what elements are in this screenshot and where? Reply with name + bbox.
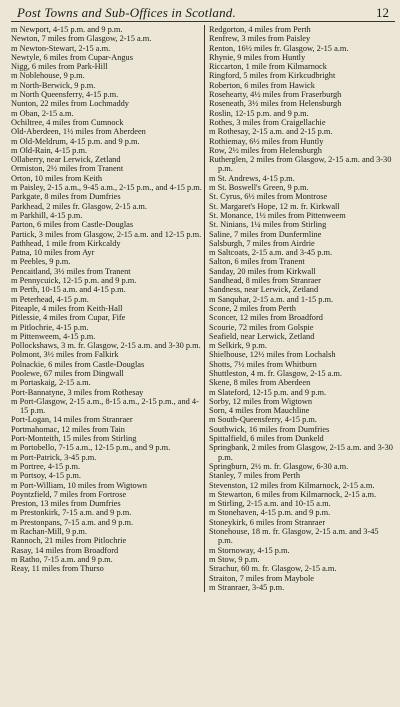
post-office-entry: Ringford, 5 miles from Kirkcudbright <box>209 71 336 81</box>
post-office-entry: Ormiston, 2½ miles from Tranent <box>11 164 124 174</box>
post-office-entry: Reay, 11 miles from Thurso <box>11 564 104 574</box>
post-office-entry: Straiton, 7 miles from Maybole <box>209 573 314 583</box>
post-office-entry: Skene, 8 miles from Aberdeen <box>209 378 311 388</box>
post-office-entry: m Stow, 9 p.m. <box>209 554 260 564</box>
post-office-entry: Rosehearty, 4½ miles from Fraserburgh <box>209 90 342 100</box>
post-office-entry: Orton, 10 miles from Keith <box>11 173 103 183</box>
post-office-entry: m Newport, 4-15 p.m. and 9 p.m. <box>11 25 123 34</box>
post-office-entry: St. Monance, 1½ miles from Pittenweem <box>209 210 346 220</box>
post-office-entry: Poolewe, 67 miles from Dingwall <box>11 368 124 378</box>
post-office-entry: m Port-Patrick, 3-45 p.m. <box>11 452 97 462</box>
post-office-entry: Rasay, 14 miles from Broadford <box>11 545 119 555</box>
post-office-entry: Roseneath, 3½ miles from Helensburgh <box>209 99 342 109</box>
post-office-entry: Port-Monteith, 15 miles from Stirling <box>11 434 137 444</box>
post-office-entry: Sorn, 4 miles from Mauchline <box>209 406 310 416</box>
post-office-entry: m Stewarton, 6 miles from Kilmarnock, 2-15 a.m. <box>209 489 377 499</box>
post-office-entry: m Portree, 4-15 p.m. <box>11 461 81 471</box>
post-office-entry: Pencaitland, 3½ miles from Tranent <box>11 266 131 276</box>
post-office-entry: m Parkhill, 4-15 p.m. <box>11 210 83 220</box>
post-office-entry: Row, 2½ miles from Helensburgh <box>209 145 322 155</box>
post-office-entry: Stanley, 7 miles from Perth <box>209 471 300 481</box>
post-office-entry: m Pitlochrie, 4-15 p.m. <box>11 322 89 332</box>
post-office-entry: m Stornoway, 4-15 p.m. <box>209 545 290 555</box>
entry-columns <box>11 25 395 592</box>
post-office-entry: Redgorton, 4 miles from Perth <box>209 25 311 34</box>
post-office-entry: Rothes, 3 miles from Craigellachie <box>209 117 326 127</box>
post-office-entry: St. Margaret's Hope, 12 m. fr. Kirkwall <box>209 201 340 211</box>
post-office-entry: m Paisley, 2-15 a.m., 9-45 a.m., 2-15 p.m., and 4-15 p.m. <box>11 183 202 193</box>
post-office-entry: m Port-Glasgow, 2-15 a.m., 8-15 a.m., 2-15 p.m., and 4-15 p.m. <box>11 396 199 416</box>
post-office-entry: m Pittenweem, 4-15 p.m. <box>11 331 96 341</box>
post-office-entry: m Stonehaven, 4-15 p.m. and 9 p.m. <box>209 508 331 518</box>
post-office-entry: Stoneykirk, 6 miles from Stranraer <box>209 517 326 527</box>
post-office-entry: Sconcer, 12 miles from Broadford <box>209 313 323 323</box>
post-office-entry: Saline, 7 miles from Dunfermline <box>209 229 322 239</box>
post-office-entry: m Stranraer, 3-45 p.m. <box>209 582 285 592</box>
post-office-entry: Rutherglen, 2 miles from Glasgow, 2-15 a.m. and 3-30 p.m. <box>209 155 392 174</box>
post-office-entry: m Noblehouse, 9 p.m. <box>11 71 85 81</box>
post-office-entry: Pollockshaws, 3 m. fr. Glasgow, 2-15 a.m. and 3-30 p.m. <box>11 341 201 351</box>
post-office-entry: m Rachan-Mill, 9 p.m. <box>11 527 88 537</box>
post-office-entry: Partick, 3 miles from Glasgow, 2-15 a.m. and 12-15 p.m. <box>11 229 202 239</box>
post-office-entry: Polnackie, 6 miles from Castle-Douglas <box>11 359 145 369</box>
post-office-entry: Spittalfield, 6 miles from Dunkeld <box>209 434 324 444</box>
post-office-entry: Nunton, 22 miles from Lochmaddy <box>11 99 129 109</box>
post-office-entry: Shielhouse, 12½ miles from Lochalsh <box>209 350 336 360</box>
post-office-entry: St. Cyrus, 6½ miles from Montrose <box>209 192 328 202</box>
post-office-entry: Piteaple, 4 miles from Keith-Hall <box>11 303 123 313</box>
post-office-entry: m St. Boswell's Green, 9 p.m. <box>209 183 309 193</box>
post-office-entry: m South-Queensferry, 4-15 p.m. <box>209 415 317 425</box>
post-office-entry: St. Ninians, 1¼ miles from Stirling <box>209 220 327 230</box>
post-office-entry: m Pennycuick, 12-15 p.m. and 9 p.m. <box>11 276 137 286</box>
post-office-entry: m Stirling, 2-15 a.m. and 10-15 a.m. <box>209 499 331 509</box>
post-office-entry: m Saltcoats, 2-15 a.m. and 3-45 p.m. <box>209 248 333 258</box>
post-office-entry: Renton, 16½ miles fr. Glasgow, 2-15 a.m. <box>209 43 349 53</box>
page-title: Post Towns and Sub-Offices in Scotland. <box>17 5 236 20</box>
post-office-entry: Roberton, 6 miles from Hawick <box>209 80 315 90</box>
post-office-entry: Shuttleston, 4 m. fr. Glasgow, 2-15 a.m. <box>209 368 342 378</box>
post-office-entry: m Oban, 2-15 a.m. <box>11 108 74 118</box>
post-office-entry: Shotts, 7½ miles from Whitburn <box>209 359 317 369</box>
post-office-entry: Sanday, 20 miles from Kirkwall <box>209 266 316 276</box>
post-office-entry: m Port-William, 10 miles from Wigtown <box>11 480 147 490</box>
post-office-entry: m Selkirk, 9 p.m. <box>209 341 267 351</box>
page-number: 12 <box>376 5 389 20</box>
post-office-entry: Sandhead, 8 miles from Stranraer <box>209 276 321 286</box>
post-office-entry: Newton, 7 miles from Glasgow, 2-15 a.m. <box>11 34 152 44</box>
post-office-entry: Parkhead, 2 miles fr. Glasgow, 2-15 a.m. <box>11 201 147 211</box>
post-office-entry: Poyntzfield, 7 miles from Fortrose <box>11 489 127 499</box>
post-office-entry: m Slateford, 12-15 p.m. and 9 p.m. <box>209 387 327 397</box>
post-office-entry: Portmahomac, 12 miles from Tain <box>11 424 125 434</box>
post-office-entry: Stonehouse, 18 m. fr. Glasgow, 2-15 a.m. and 3-45 p.m. <box>209 527 379 546</box>
post-office-entry: Springburn, 2½ m. fr. Glasgow, 6-30 a.m. <box>209 461 349 471</box>
post-office-entry: Newtyle, 6 miles from Cupar-Angus <box>11 52 133 62</box>
post-office-entry: Parkgate, 8 miles from Dumfries <box>11 192 121 202</box>
post-office-entry: Stevenston, 12 miles from Kilmarnock, 2-15 a.m. <box>209 480 375 490</box>
post-office-entry: Renfrew, 3 miles from Paisley <box>209 34 311 44</box>
post-office-entry: m North-Berwick, 9 p.m. <box>11 80 96 90</box>
post-office-entry: m Old-Meldrum, 4-15 p.m. and 9 p.m. <box>11 136 140 146</box>
post-office-entry: Old-Aberdeen, 1½ miles from Aberdeen <box>11 127 146 137</box>
post-office-entry: Riccarton, 1 mile from Kilmarnock <box>209 62 327 72</box>
post-office-entry: m Newton-Stewart, 2-15 a.m. <box>11 43 111 53</box>
post-office-entry: m Perth, 10-15 a.m. and 4-15 p.m. <box>11 285 126 295</box>
post-office-entry: Parton, 6 miles from Castle-Douglas <box>11 220 134 230</box>
post-office-entry: m Ratho, 7-15 a.m. and 9 p.m. <box>11 554 113 564</box>
post-office-entry: m Peebles, 9 p.m. <box>11 257 71 267</box>
post-office-entry: Rhynie, 9 miles from Huntly <box>209 52 306 62</box>
post-office-entry: Polmont, 3½ miles from Falkirk <box>11 350 119 360</box>
post-office-entry: Patna, 10 miles from Ayr <box>11 248 95 258</box>
post-office-entry: Nigg, 6 miles from Park-Hill <box>11 62 108 72</box>
post-office-entry: m Prestonpans, 7-15 a.m. and 9 p.m. <box>11 517 134 527</box>
post-office-entry: Port-Logan, 14 miles from Stranraer <box>11 415 133 425</box>
post-office-entry: Seafield, near Lerwick, Zetland <box>209 331 315 341</box>
post-office-entry: Ollaberry, near Lerwick, Zetland <box>11 155 121 165</box>
post-office-entry: m St. Andrews, 4-15 p.m. <box>209 173 295 183</box>
post-office-entry: m Sanquhar, 2-15 a.m. and 1-15 p.m. <box>209 294 334 304</box>
post-office-entry: Scourie, 72 miles from Golspie <box>209 322 314 332</box>
right-column <box>204 25 395 592</box>
post-office-entry: m Portobello, 7-15 a.m., 12-15 p.m., and 9 p.m. <box>11 443 171 453</box>
post-office-entry: m North Queensferry, 4-15 p.m. <box>11 90 119 100</box>
post-office-entry: Salsburgh, 7 miles from Airdrie <box>209 238 315 248</box>
post-office-entry: Rothiemay, 6½ miles from Huntly <box>209 136 324 146</box>
post-office-entry: Pathhead, 1 mile from Kirkcaldy <box>11 238 121 248</box>
post-office-entry: m Peterhead, 4-15 p.m. <box>11 294 89 304</box>
left-column <box>11 25 202 592</box>
post-office-entry: m Prestonkirk, 7-15 a.m. and 9 p.m. <box>11 508 132 518</box>
post-office-entry: Ochiltree, 4 miles from Cumnock <box>11 117 124 127</box>
post-office-entry: Roslin, 12-15 p.m. and 9 p.m. <box>209 108 309 118</box>
post-office-entry: Scone, 2 miles from Perth <box>209 303 296 313</box>
post-office-entry: m Portaskaig, 2-15 a.m. <box>11 378 91 388</box>
post-office-entry: Port-Bannatyne, 3 miles from Rothesay <box>11 387 144 397</box>
post-office-entry: Springbank, 2 miles from Glasgow, 2-15 a.m. and 3-30 p.m. <box>209 443 393 462</box>
page-header <box>11 4 395 22</box>
post-office-entry: Salton, 6 miles from Tranent <box>209 257 305 267</box>
post-office-entry: Preston, 13 miles from Dumfries <box>11 499 121 509</box>
post-office-entry: m Old-Rain, 4-15 p.m. <box>11 145 88 155</box>
post-office-entry: Strachur, 60 m. fr. Glasgow, 2-15 a.m. <box>209 564 337 574</box>
post-office-entry: Southwick, 16 miles from Dumfries <box>209 424 330 434</box>
post-office-entry: Rannoch, 21 miles from Pitlochrie <box>11 536 127 546</box>
post-office-entry: Sorby, 12 miles from Wigtown <box>209 396 313 406</box>
post-office-entry: m Portsoy, 4-15 p.m. <box>11 471 81 481</box>
post-office-entry: Pitlessie, 4 miles from Cupar, Fife <box>11 313 126 323</box>
post-office-entry: m Rothesay, 2-15 a.m. and 2-15 p.m. <box>209 127 333 137</box>
post-office-entry: Sandness, near Lerwick, Zetland <box>209 285 319 295</box>
